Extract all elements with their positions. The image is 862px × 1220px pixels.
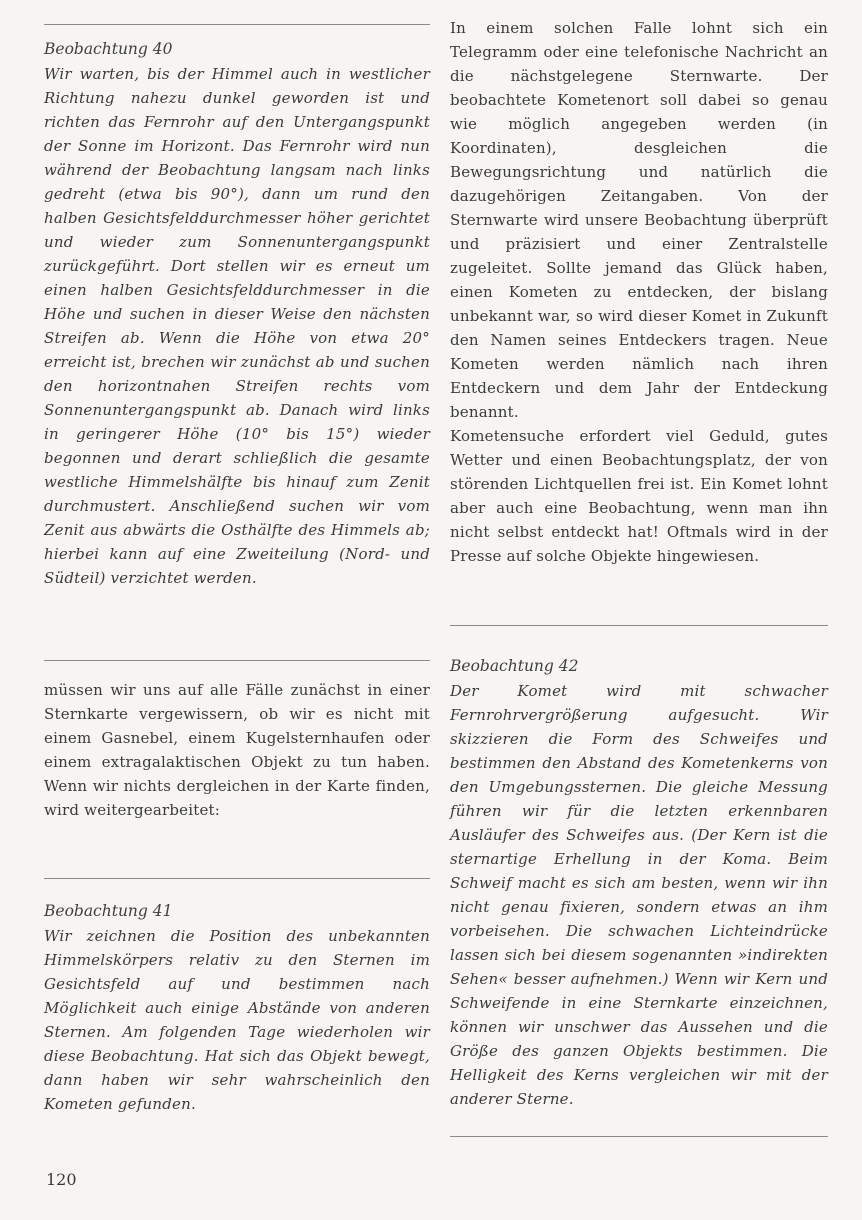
divider	[44, 660, 430, 661]
observation-heading: Beobachtung 42	[450, 657, 579, 675]
paragraph-text: In einem solchen Falle lohnt sich ein Telegramm oder eine telefonische Nachricht an die nächstgelegene Sternwarte. Der beobachtete Kometenort soll dabei so genau wie möglich angegeben werden (in Koordinaten), desgleichen die Bewegungsrichtung und natürlich die dazugehörigen Zeitangaben. Von der Sternwarte wird unsere Beobachtung überprüft und präzisiert und einer Zentralstelle zugeleitet. Sollte jemand das Glück haben, einen Kometen zu entdecken, der bislang unbekannt war, so wird dieser Komet in Zukunft den Namen seines Entdeckers tragen. Neue Kometen werden nämlich nach ihren Entdeckern und dem Jahr der Entdeckung benannt.	[450, 19, 828, 421]
paragraph	[44, 678, 430, 822]
observation-41	[44, 902, 430, 1116]
observation-heading: Beobachtung 41	[44, 902, 173, 920]
observation-40	[44, 40, 430, 590]
observation-text: Wir zeichnen die Position des unbekannten Himmelskörpers relativ zu den Sternen im Gesichtsfeld auf und bestimmen nach Möglichkeit auch einige Abstände von anderen Sternen. Am folgenden Tage wiederholen wir diese Beobachtung. Hat sich das Objekt bewegt, dann haben wir sehr wahrscheinlich den Kometen gefunden.	[44, 927, 430, 1113]
observation-text: Wir warten, bis der Himmel auch in westlicher Richtung nahezu dunkel geworden ist und richten das Fernrohr auf den Untergangspunkt der Sonne im Horizont. Das Fernrohr wird nun während der Beobachtung langsam nach links gedreht (etwa bis 90°), dann um rund den halben Gesichtsfelddurchmesser höher gerichtet und wieder zum Sonnenuntergangspunkt zurückgeführt. Dort stellen wir es erneut um einen halben Gesichtsfelddurchmesser in die Höhe und suchen in dieser Weise den nächsten Streifen ab. Wenn die Höhe von etwa 20° erreicht ist, brechen wir zunächst ab und suchen den horizontnahen Streifen rechts vom Sonnenuntergangspunkt ab. Danach wird links in geringerer Höhe (10° bis 15°) wieder begonnen und derart schließlich die gesamte westliche Himmelshälfte bis hinauf zum Zenit durchmustert. Anschließend suchen wir vom Zenit aus abwärts die Osthälfte des Himmels ab; hierbei kann auf eine Zweiteilung (Nord- und Südteil) verzichtet werden.	[44, 65, 430, 587]
observation-42	[450, 657, 828, 1111]
divider	[450, 625, 828, 626]
divider	[44, 878, 430, 879]
paragraph-text: müssen wir uns auf alle Fälle zunächst in einer Sternkarte vergewissern, ob wir es nicht mit einem Gasnebel, einem Kugelsternhaufen oder einem extragalaktischen Objekt zu tun haben. Wenn wir nichts dergleichen in der Karte finden, wird weitergearbeitet:	[44, 681, 430, 819]
divider	[450, 1136, 828, 1137]
paragraph	[450, 16, 828, 568]
paragraph-text: Kometensuche erfordert viel Geduld, gutes Wetter und einen Beobachtungsplatz, der von störenden Lichtquellen frei ist. Ein Komet lohnt aber auch eine Beobachtung, wenn man ihn nicht selbst entdeckt hat! Oftmals wird in der Presse auf solche Objekte hingewiesen.	[450, 427, 828, 565]
divider	[44, 24, 430, 25]
observation-heading: Beobachtung 40	[44, 40, 173, 58]
page-number: 120	[46, 1170, 77, 1189]
observation-text: Der Komet wird mit schwacher Fernrohrvergrößerung aufgesucht. Wir skizzieren die Form des Schweifes und bestimmen den Abstand des Kometenkerns von den Umgebungssternen. Die gleiche Messung führen wir für die letzten erkennbaren Ausläufer des Schweifes aus. (Der Kern ist die sternartige Erhellung in der Koma. Beim Schweif macht es sich am besten, wenn wir ihn nicht genau fixieren, sondern etwas an ihm vorbeisehen. Die schwachen Lichteindrücke lassen sich bei diesem sogenannten »indirekten Sehen« besser aufnehmen.) Wenn wir Kern und Schweifende in eine Sternkarte einzeichnen, können wir unschwer das Aussehen und die Größe des ganzen Objekts bestimmen. Die Helligkeit des Kerns vergleichen wir mit der anderer Sterne.	[450, 682, 828, 1108]
